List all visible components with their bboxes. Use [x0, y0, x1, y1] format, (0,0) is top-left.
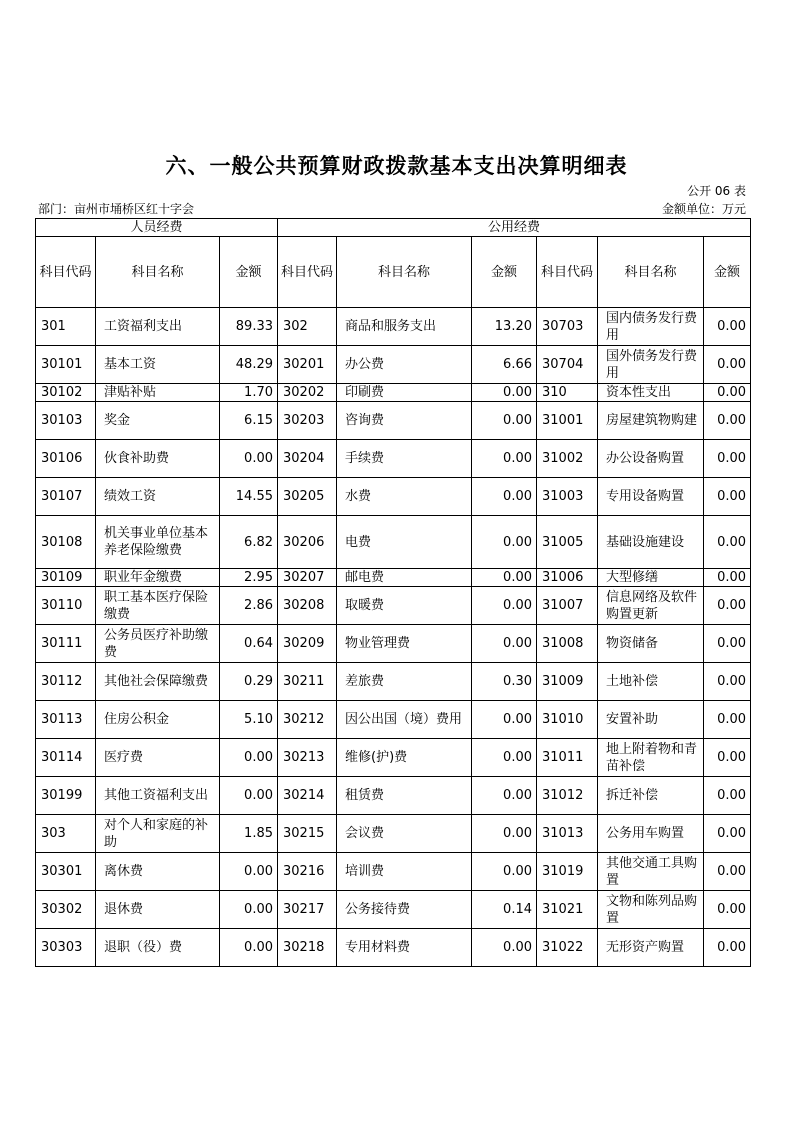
column-header: 科目名称	[96, 237, 220, 308]
amount-cell: 0.30	[472, 663, 537, 701]
department-label: 部门：亩州市埇桥区红十字会	[38, 202, 195, 216]
amount-cell: 0.00	[472, 701, 537, 739]
subject-code-cell: 31019	[537, 853, 598, 891]
subject-code-cell: 30101	[36, 346, 96, 384]
subject-name-cell: 物业管理费	[337, 625, 472, 663]
amount-cell: 89.33	[220, 308, 278, 346]
table-row	[36, 739, 751, 777]
subject-code-cell: 31012	[537, 777, 598, 815]
subject-code-cell: 31008	[537, 625, 598, 663]
subject-code-cell: 302	[278, 308, 337, 346]
subject-name-cell: 文物和陈列品购置	[598, 891, 704, 929]
amount-cell: 48.29	[220, 346, 278, 384]
expenditure-table	[35, 218, 751, 967]
amount-cell: 0.00	[220, 853, 278, 891]
subject-name-cell: 医疗费	[96, 739, 220, 777]
subject-code-cell: 30303	[36, 929, 96, 967]
subject-name-cell: 奖金	[96, 402, 220, 440]
column-header: 科目代码	[278, 237, 337, 308]
column-header: 金额	[472, 237, 537, 308]
amount-cell: 0.00	[704, 853, 751, 891]
amount-cell: 0.00	[704, 663, 751, 701]
table-row	[36, 625, 751, 663]
subject-name-cell: 维修(护)费	[337, 739, 472, 777]
subject-name-cell: 邮电费	[337, 569, 472, 587]
subject-code-cell: 31011	[537, 739, 598, 777]
page-title: 六、一般公共预算财政拨款基本支出决算明细表	[165, 154, 628, 178]
subject-name-cell: 公务接待费	[337, 891, 472, 929]
subject-code-cell: 30108	[36, 516, 96, 569]
amount-cell: 0.00	[472, 384, 537, 402]
amount-cell: 1.85	[220, 815, 278, 853]
amount-cell: 0.00	[472, 777, 537, 815]
amount-cell: 0.00	[472, 402, 537, 440]
subject-code-cell: 31002	[537, 440, 598, 478]
subject-name-cell: 电费	[337, 516, 472, 569]
subject-code-cell: 30103	[36, 402, 96, 440]
amount-cell: 0.00	[704, 384, 751, 402]
table-row	[36, 853, 751, 891]
table-row	[36, 478, 751, 516]
subject-code-cell: 30218	[278, 929, 337, 967]
subject-code-cell: 31005	[537, 516, 598, 569]
amount-cell: 0.29	[220, 663, 278, 701]
table-row	[36, 384, 751, 402]
subject-name-cell: 咨询费	[337, 402, 472, 440]
subject-name-cell: 办公设备购置	[598, 440, 704, 478]
subject-name-cell: 专用设备购置	[598, 478, 704, 516]
subject-name-cell: 退职（役）费	[96, 929, 220, 967]
subject-code-cell: 30215	[278, 815, 337, 853]
subject-name-cell: 无形资产购置	[598, 929, 704, 967]
subject-name-cell: 职工基本医疗保险缴费	[96, 587, 220, 625]
amount-cell: 1.70	[220, 384, 278, 402]
subject-name-cell: 基本工资	[96, 346, 220, 384]
subject-code-cell: 31013	[537, 815, 598, 853]
table-row	[36, 346, 751, 384]
subject-name-cell: 职业年金缴费	[96, 569, 220, 587]
subject-name-cell: 办公费	[337, 346, 472, 384]
subject-code-cell: 30106	[36, 440, 96, 478]
subject-name-cell: 商品和服务支出	[337, 308, 472, 346]
subject-name-cell: 培训费	[337, 853, 472, 891]
amount-cell: 0.00	[472, 478, 537, 516]
amount-cell: 2.86	[220, 587, 278, 625]
subject-code-cell: 30111	[36, 625, 96, 663]
subject-name-cell: 住房公积金	[96, 701, 220, 739]
amount-cell: 0.00	[220, 777, 278, 815]
subject-code-cell: 30112	[36, 663, 96, 701]
subject-name-cell: 退休费	[96, 891, 220, 929]
subject-name-cell: 信息网络及软件购置更新	[598, 587, 704, 625]
amount-cell: 0.00	[704, 516, 751, 569]
amount-cell: 6.82	[220, 516, 278, 569]
subject-name-cell: 大型修缮	[598, 569, 704, 587]
amount-cell: 6.66	[472, 346, 537, 384]
amount-cell: 5.10	[220, 701, 278, 739]
amount-cell: 0.00	[704, 587, 751, 625]
amount-cell: 0.00	[472, 440, 537, 478]
subject-code-cell: 30211	[278, 663, 337, 701]
table-row	[36, 308, 751, 346]
amount-cell: 0.00	[704, 569, 751, 587]
subject-code-cell: 31010	[537, 701, 598, 739]
group-header-personnel: 人员经费	[36, 219, 278, 237]
subject-code-cell: 30204	[278, 440, 337, 478]
table-row	[36, 701, 751, 739]
column-header: 金额	[704, 237, 751, 308]
subject-code-cell: 30704	[537, 346, 598, 384]
subject-name-cell: 机关事业单位基本养老保险缴费	[96, 516, 220, 569]
subject-name-cell: 土地补偿	[598, 663, 704, 701]
amount-cell: 0.00	[704, 815, 751, 853]
amount-cell: 0.00	[704, 739, 751, 777]
subject-code-cell: 30199	[36, 777, 96, 815]
subject-code-cell: 30109	[36, 569, 96, 587]
subject-code-cell: 301	[36, 308, 96, 346]
subject-name-cell: 安置补助	[598, 701, 704, 739]
table-row	[36, 516, 751, 569]
subject-name-cell: 因公出国（境）费用	[337, 701, 472, 739]
subject-code-cell: 30209	[278, 625, 337, 663]
amount-cell: 0.00	[704, 402, 751, 440]
subject-name-cell: 手续费	[337, 440, 472, 478]
amount-cell: 0.14	[472, 891, 537, 929]
subject-code-cell: 30217	[278, 891, 337, 929]
subject-code-cell: 30214	[278, 777, 337, 815]
subject-code-cell: 30703	[537, 308, 598, 346]
amount-cell: 6.15	[220, 402, 278, 440]
subject-code-cell: 31009	[537, 663, 598, 701]
amount-cell: 0.00	[472, 516, 537, 569]
table-row	[36, 569, 751, 587]
subject-code-cell: 30202	[278, 384, 337, 402]
amount-cell: 0.64	[220, 625, 278, 663]
subject-name-cell: 印刷费	[337, 384, 472, 402]
subject-code-cell: 31021	[537, 891, 598, 929]
subject-code-cell: 310	[537, 384, 598, 402]
amount-cell: 0.00	[704, 891, 751, 929]
subject-code-cell: 30206	[278, 516, 337, 569]
amount-cell: 0.00	[472, 929, 537, 967]
amount-cell: 0.00	[704, 308, 751, 346]
amount-cell: 0.00	[472, 815, 537, 853]
subject-name-cell: 基础设施建设	[598, 516, 704, 569]
table-row	[36, 663, 751, 701]
table-row	[36, 587, 751, 625]
subject-name-cell: 其他交通工具购置	[598, 853, 704, 891]
subject-name-cell: 房屋建筑物购建	[598, 402, 704, 440]
amount-cell: 0.00	[704, 701, 751, 739]
subject-code-cell: 30102	[36, 384, 96, 402]
subject-code-cell: 30114	[36, 739, 96, 777]
amount-cell: 0.00	[704, 478, 751, 516]
subject-name-cell: 取暖费	[337, 587, 472, 625]
group-header-public: 公用经费	[278, 219, 751, 237]
subject-code-cell: 303	[36, 815, 96, 853]
table-row	[36, 402, 751, 440]
subject-name-cell: 津贴补贴	[96, 384, 220, 402]
subject-code-cell: 31006	[537, 569, 598, 587]
column-header: 金额	[220, 237, 278, 308]
subject-code-cell: 31022	[537, 929, 598, 967]
subject-code-cell: 30208	[278, 587, 337, 625]
subject-code-cell: 31001	[537, 402, 598, 440]
column-header: 科目代码	[537, 237, 598, 308]
amount-cell: 0.00	[472, 853, 537, 891]
subject-name-cell: 工资福利支出	[96, 308, 220, 346]
subject-code-cell: 30201	[278, 346, 337, 384]
subject-code-cell: 30205	[278, 478, 337, 516]
subject-name-cell: 绩效工资	[96, 478, 220, 516]
column-header-row	[36, 237, 751, 308]
subject-name-cell: 水费	[337, 478, 472, 516]
table-row	[36, 440, 751, 478]
unit-label: 金额单位：万元	[661, 202, 746, 216]
amount-cell: 14.55	[220, 478, 278, 516]
subject-code-cell: 30216	[278, 853, 337, 891]
subject-name-cell: 专用材料费	[337, 929, 472, 967]
table-row	[36, 815, 751, 853]
amount-cell: 0.00	[704, 625, 751, 663]
subject-code-cell: 30212	[278, 701, 337, 739]
amount-cell: 0.00	[472, 625, 537, 663]
column-header: 科目名称	[337, 237, 472, 308]
amount-cell: 0.00	[704, 346, 751, 384]
subject-code-cell: 30113	[36, 701, 96, 739]
subject-name-cell: 其他社会保障缴费	[96, 663, 220, 701]
amount-cell: 0.00	[472, 569, 537, 587]
amount-cell: 0.00	[472, 739, 537, 777]
column-header: 科目名称	[598, 237, 704, 308]
amount-cell: 0.00	[220, 440, 278, 478]
amount-cell: 0.00	[704, 440, 751, 478]
subject-name-cell: 对个人和家庭的补助	[96, 815, 220, 853]
table-row	[36, 929, 751, 967]
amount-cell: 0.00	[220, 739, 278, 777]
subject-name-cell: 资本性支出	[598, 384, 704, 402]
subject-code-cell: 30110	[36, 587, 96, 625]
subject-name-cell: 伙食补助费	[96, 440, 220, 478]
subject-code-cell: 31007	[537, 587, 598, 625]
subject-name-cell: 租赁费	[337, 777, 472, 815]
subject-code-cell: 30302	[36, 891, 96, 929]
amount-cell: 0.00	[220, 929, 278, 967]
subject-name-cell: 国外债务发行费用	[598, 346, 704, 384]
amount-cell: 0.00	[472, 587, 537, 625]
subject-name-cell: 拆迁补偿	[598, 777, 704, 815]
subject-name-cell: 地上附着物和青苗补偿	[598, 739, 704, 777]
amount-cell: 13.20	[472, 308, 537, 346]
amount-cell: 0.00	[704, 777, 751, 815]
amount-cell: 0.00	[220, 891, 278, 929]
subject-name-cell: 会议费	[337, 815, 472, 853]
table-row	[36, 891, 751, 929]
subject-code-cell: 30213	[278, 739, 337, 777]
subject-code-cell: 30203	[278, 402, 337, 440]
subject-name-cell: 其他工资福利支出	[96, 777, 220, 815]
subject-code-cell: 30301	[36, 853, 96, 891]
subject-code-cell: 30207	[278, 569, 337, 587]
subject-name-cell: 物资储备	[598, 625, 704, 663]
amount-cell: 0.00	[704, 929, 751, 967]
subject-code-cell: 30107	[36, 478, 96, 516]
subject-name-cell: 公务用车购置	[598, 815, 704, 853]
subject-name-cell: 差旅费	[337, 663, 472, 701]
subject-code-cell: 31003	[537, 478, 598, 516]
amount-cell: 2.95	[220, 569, 278, 587]
subject-name-cell: 国内债务发行费用	[598, 308, 704, 346]
form-number: 公开 06 表	[687, 184, 746, 198]
column-header: 科目代码	[36, 237, 96, 308]
table-row	[36, 777, 751, 815]
subject-name-cell: 离休费	[96, 853, 220, 891]
subject-name-cell: 公务员医疗补助缴费	[96, 625, 220, 663]
group-header-row	[36, 219, 751, 237]
